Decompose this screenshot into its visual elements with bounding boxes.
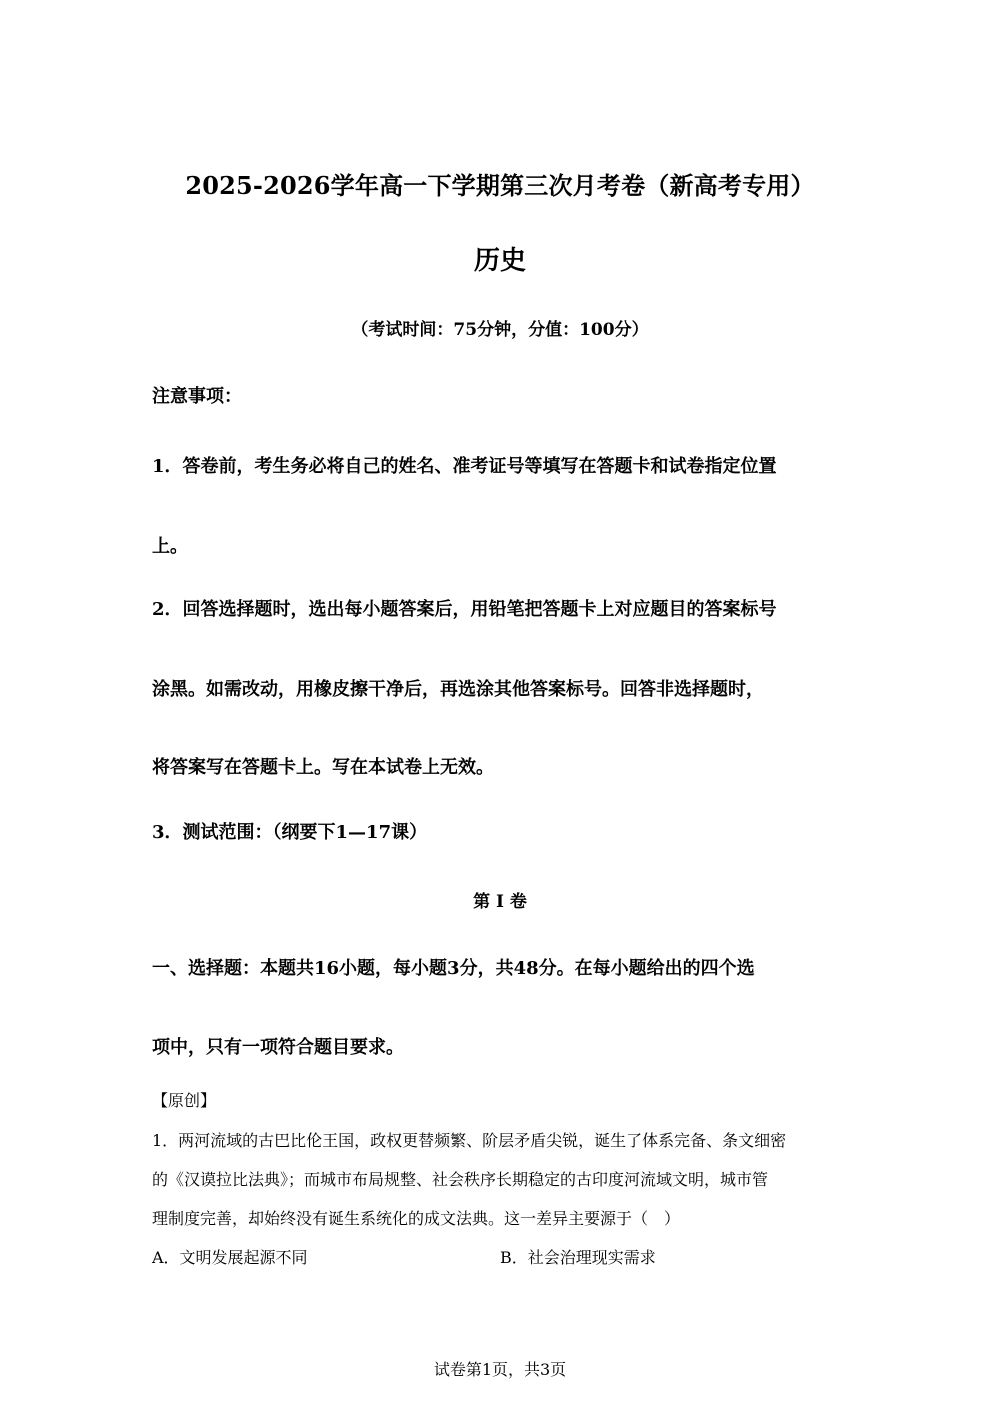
exam-info: （考试时间：75分钟，分值：100分） — [351, 320, 649, 340]
part-1-heading-line-2: 项中，只有一项符合题目要求。 — [152, 1037, 404, 1058]
question-1-line-3: 理制度完善，却始终没有诞生系统化的成文法典。这一差异主要源于（ ） — [152, 1209, 681, 1228]
exam-title: 2025-2026学年高一下学期第三次月考卷（新高考专用） — [185, 171, 815, 200]
question-1-option-a: A．文明发展起源不同 — [152, 1248, 308, 1267]
notice-item-1-line-1: 1．答卷前，考生务必将自己的姓名、准考证号等填写在答题卡和试卷指定位置 — [152, 456, 777, 477]
notice-item-3: 3．测试范围：（纲要下1—17课） — [152, 822, 428, 843]
notice-item-1-line-2: 上。 — [152, 536, 188, 557]
question-1-option-b: B．社会治理现实需求 — [500, 1248, 656, 1267]
question-1-line-2: 的《汉谟拉比法典》；而城市布局规整、社会秩序长期稳定的古印度河流域文明，城市管 — [152, 1170, 769, 1189]
subject-title: 历史 — [473, 246, 526, 276]
notice-heading: 注意事项： — [152, 386, 242, 407]
part-1-heading-line-1: 一、选择题：本题共16小题，每小题3分，共48分。在每小题给出的四个选 — [152, 958, 755, 979]
notice-item-2-line-1: 2．回答选择题时，选出每小题答案后，用铅笔把答题卡上对应题目的答案标号 — [152, 599, 777, 620]
notice-item-2-line-3: 将答案写在答题卡上。写在本试卷上无效。 — [152, 757, 494, 778]
question-1-line-1: 1．两河流域的古巴比伦王国，政权更替频繁、阶层矛盾尖锐，诞生了体系完备、条文细密 — [152, 1131, 787, 1150]
notice-item-2-line-2: 涂黑。如需改动，用橡皮擦干净后，再选涂其他答案标号。回答非选择题时， — [152, 679, 764, 700]
volume-heading: 第 I 卷 — [473, 892, 527, 912]
page-footer: 试卷第1页，共3页 — [433, 1360, 567, 1379]
question-tag: 【原创】 — [152, 1091, 217, 1110]
